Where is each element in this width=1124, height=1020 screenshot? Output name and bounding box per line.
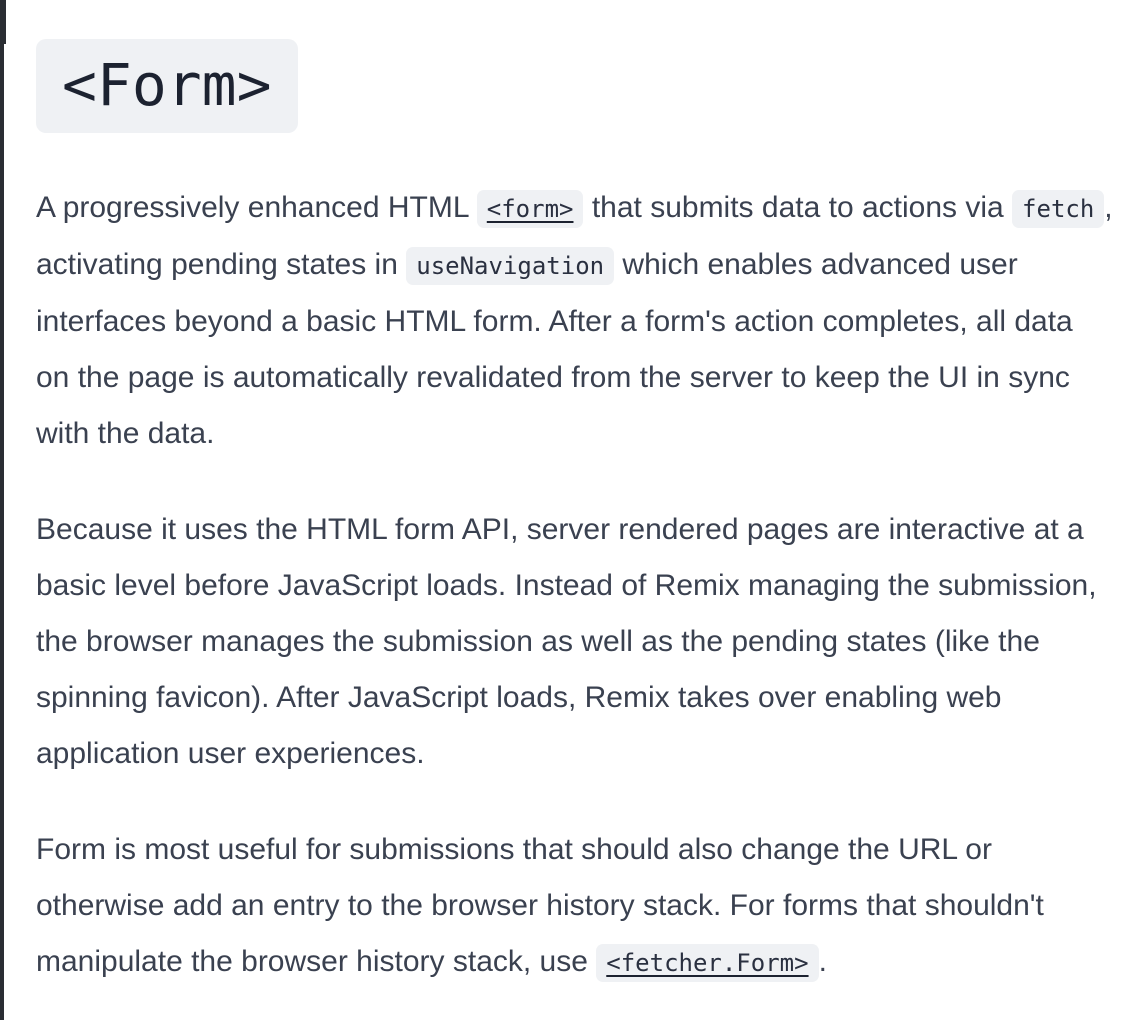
form-element-link[interactable]	[477, 191, 584, 224]
page-title-container	[36, 39, 298, 133]
fetch-code: fetch	[1012, 190, 1104, 228]
doc-content	[36, 39, 1114, 991]
intro-text-1: A progressively enhanced HTML	[36, 191, 477, 224]
usage-paragraph	[36, 822, 1114, 991]
html-form-api-paragraph: Because it uses the HTML form API, server rendered pages are interactive at a basic level before JavaScript loads. Instead of Remix managing the submission, the browser manages the submission as well as the pending states (like the spinning favicon). After JavaScript loads, Remix takes over enabling web application user experiences.	[36, 513, 1097, 770]
intro-text-3: , activating pending states in	[36, 191, 1113, 281]
usage-text-1: Form is most useful for submissions that should also change the URL or otherwise add an entry to the browser history stack. For forms that shouldn't manipulate the browser history stack, use	[36, 833, 1044, 978]
intro-paragraph	[36, 180, 1114, 462]
usage-text-2: .	[818, 945, 827, 978]
form-element-code: <form>	[477, 190, 584, 228]
window-left-edge	[0, 0, 4, 1020]
intro-text-4: which enables advanced user interfaces beyond a basic HTML form. After a form's action completes, all data on the page is automatically revalidated from the server to keep the UI in sync with the data.	[36, 248, 1073, 450]
fetcher-form-link[interactable]	[596, 945, 818, 978]
fetcher-form-code: <fetcher.Form>	[596, 944, 818, 982]
intro-text-2: that submits data to actions via	[583, 191, 1013, 224]
page-title: <Form>	[62, 51, 272, 119]
window-left-edge-notch	[0, 0, 6, 44]
use-navigation-code: useNavigation	[406, 247, 614, 285]
